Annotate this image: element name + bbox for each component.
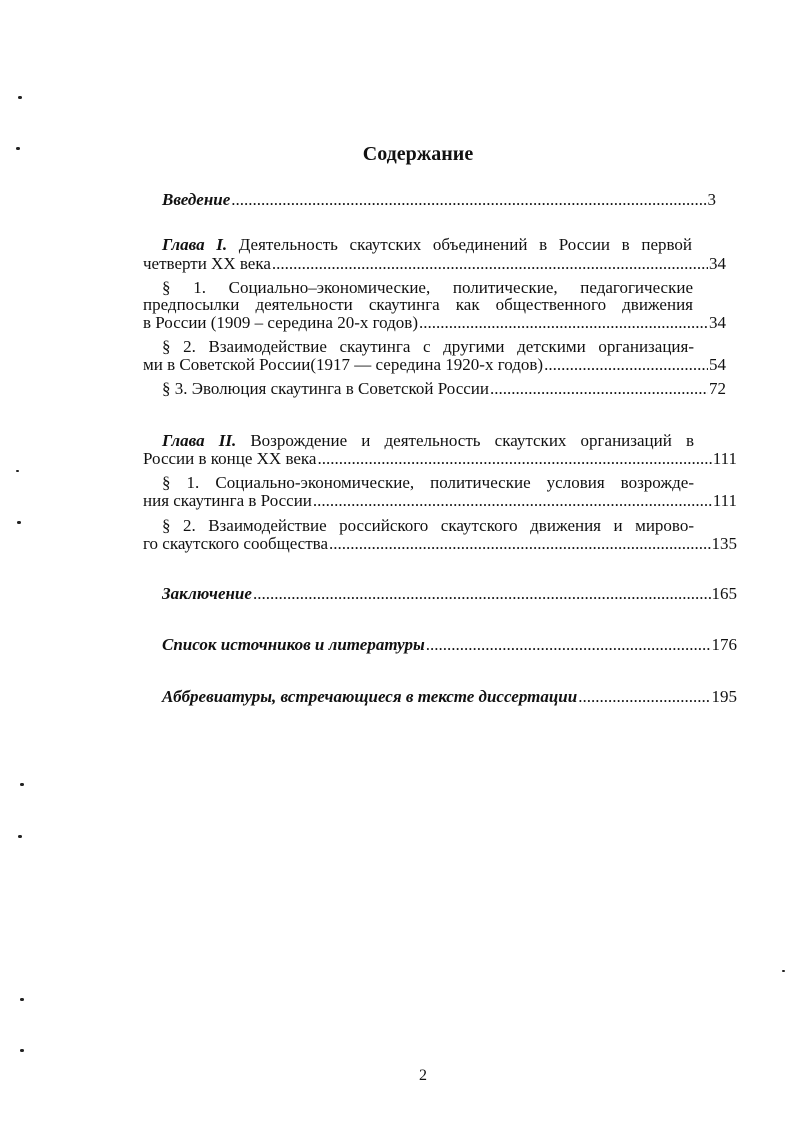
leader-dots bbox=[426, 634, 711, 655]
toc-label: го скаутского сообщества bbox=[143, 534, 328, 553]
toc-label: России в конце XX века bbox=[143, 449, 317, 468]
toc-page: 34 bbox=[709, 254, 726, 273]
chapter-prefix: Глава II. bbox=[162, 431, 237, 450]
toc-page: 176 bbox=[711, 635, 737, 654]
toc-entry-ch2-line2[interactable] bbox=[143, 448, 737, 469]
scan-speck bbox=[782, 970, 785, 972]
toc-label: Список источников и литературы bbox=[162, 635, 425, 654]
toc-text: Возрождение и деятельность скаутских организаций в bbox=[236, 431, 694, 450]
toc-page: 165 bbox=[711, 584, 737, 603]
toc-entry-s21-line2[interactable] bbox=[143, 490, 737, 511]
toc-page: 3 bbox=[707, 190, 716, 209]
toc-label: в России (1909 – середина 20-х годов) bbox=[143, 313, 418, 332]
leader-dots bbox=[272, 253, 708, 274]
toc-label: Аббревиатуры, встречающиеся в тексте диссертации bbox=[162, 687, 578, 706]
toc-text: § 1. Социально-экономические, политические условия возрожде- bbox=[162, 473, 694, 492]
toc-entry-ch1-line1[interactable] bbox=[162, 234, 692, 255]
toc-text: Деятельность скаутских объединений в России в первой bbox=[227, 235, 692, 254]
toc-text: предпосылки деятельности скаутинга как общественного движения bbox=[143, 295, 693, 314]
toc-label: четверти XX века bbox=[143, 254, 271, 273]
page-title: Содержание bbox=[362, 143, 474, 165]
toc-text: § 2. Взаимодействие скаутинга с другими детскими организация- bbox=[162, 337, 694, 356]
leader-dots bbox=[419, 312, 708, 333]
toc-label: Введение bbox=[162, 190, 231, 209]
leader-dots bbox=[231, 189, 706, 210]
toc-entry-s22-line2[interactable] bbox=[143, 533, 737, 554]
toc-label: § 3. Эволюция скаутинга в Советской России bbox=[162, 379, 489, 398]
toc-page: 195 bbox=[711, 687, 737, 706]
toc-page: 111 bbox=[712, 491, 737, 510]
leader-dots bbox=[544, 354, 708, 375]
toc-entry-intro[interactable] bbox=[162, 189, 716, 210]
page-number: 2 bbox=[419, 1067, 427, 1084]
leader-dots bbox=[317, 448, 711, 469]
toc-entry-abbreviations[interactable] bbox=[162, 686, 737, 707]
toc-entry-conclusion[interactable] bbox=[162, 583, 737, 604]
toc-label: Заключение bbox=[162, 584, 252, 603]
leader-dots bbox=[253, 583, 711, 604]
scan-speck bbox=[20, 783, 24, 786]
toc-page: 111 bbox=[712, 449, 737, 468]
scan-speck bbox=[16, 147, 20, 150]
toc-page: 72 bbox=[709, 379, 726, 398]
toc-text: § 1. Социально–экономические, политические, педагогические bbox=[162, 278, 693, 297]
leader-dots bbox=[578, 686, 710, 707]
scan-speck bbox=[20, 998, 24, 1001]
toc-label: ми в Советской России(1917 — середина 1920-х годов) bbox=[143, 355, 544, 374]
scan-speck bbox=[17, 521, 21, 524]
leader-dots bbox=[490, 378, 708, 399]
toc-entry-s11-line3[interactable] bbox=[143, 312, 726, 333]
toc-text: § 2. Взаимодействие российского скаутского движения и мирово- bbox=[162, 516, 694, 535]
scan-speck bbox=[20, 1049, 24, 1052]
toc-page: 135 bbox=[711, 534, 737, 553]
scan-speck bbox=[18, 96, 22, 99]
toc-entry-sources[interactable] bbox=[162, 634, 737, 655]
toc-entry-s13[interactable] bbox=[162, 378, 726, 399]
toc-page: 34 bbox=[709, 313, 726, 332]
leader-dots bbox=[313, 490, 712, 511]
toc-entry-ch1-line2[interactable] bbox=[143, 253, 726, 274]
toc-page: 54 bbox=[709, 355, 726, 374]
leader-dots bbox=[329, 533, 711, 554]
scan-speck bbox=[16, 470, 19, 472]
toc-label: ния скаутинга в России bbox=[143, 491, 312, 510]
scan-speck bbox=[18, 835, 22, 838]
chapter-prefix: Глава I. bbox=[162, 235, 228, 254]
toc-entry-s12-line2[interactable] bbox=[143, 354, 726, 375]
